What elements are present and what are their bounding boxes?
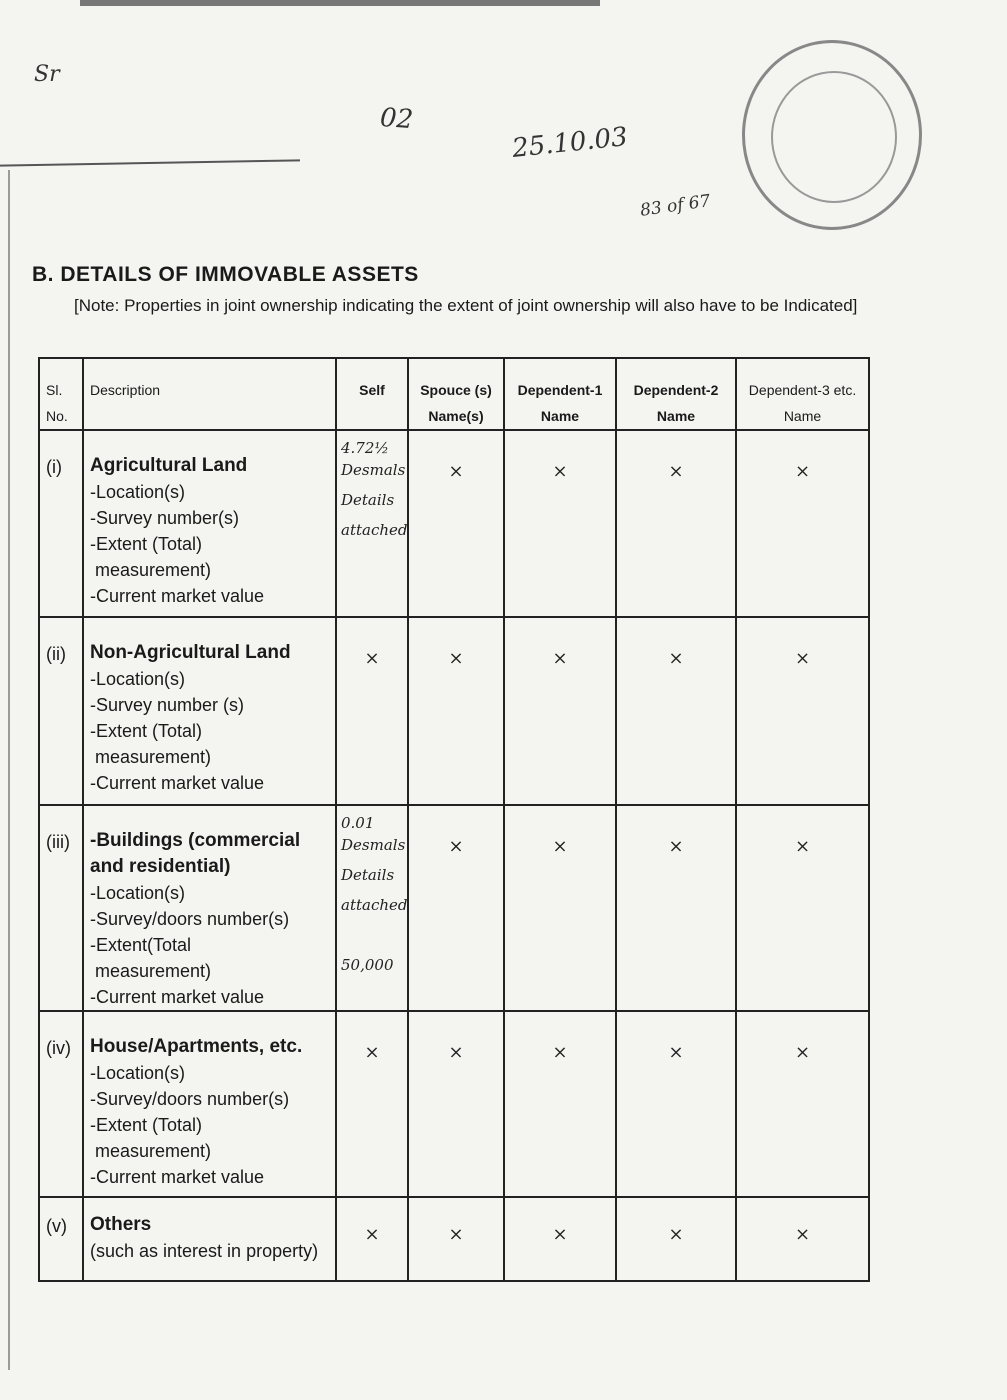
header-spouse: Spouce (s) Name(s)	[408, 358, 504, 430]
row-line: (such as interest in property)	[90, 1241, 319, 1261]
row-line: -Survey/doors number(s)	[90, 909, 290, 929]
handwritten-page-ref: 83 of 67	[638, 191, 712, 221]
handwritten-initials: Sr	[34, 62, 60, 87]
row-line: -Current market value	[90, 586, 265, 606]
self-value-line: attached	[341, 896, 408, 914]
row-line: -Location(s)	[90, 883, 186, 903]
section-heading: B. DETAILS OF IMMOVABLE ASSETS	[32, 263, 419, 286]
self-value-line: 50,000	[341, 956, 394, 974]
self-value	[336, 430, 408, 617]
self-value-line: 0.01	[341, 814, 375, 832]
spouse-value: ×	[408, 617, 504, 805]
self-value-line: 4.72½	[341, 439, 389, 457]
dependent-1-value: ×	[504, 617, 616, 805]
page-edge-line	[8, 170, 10, 1370]
row-line: measurement)	[95, 961, 212, 981]
row-line: -Survey number(s)	[90, 508, 240, 528]
row-line: -Current market value	[90, 773, 265, 793]
dependent-2-value: ×	[616, 805, 736, 1011]
dependent-2-value: ×	[616, 1011, 736, 1197]
top-edge-mark	[80, 0, 600, 6]
row-line: -Current market value	[90, 987, 265, 1007]
self-value-line: attached	[341, 521, 408, 539]
row-title: Agricultural Land	[90, 455, 248, 476]
self-value: ×	[336, 1011, 408, 1197]
row-line: -Survey number (s)	[90, 695, 245, 715]
row-line: -Extent (Total)	[90, 721, 203, 741]
spouse-value: ×	[408, 805, 504, 1011]
row-description	[83, 617, 336, 805]
dependent-2-value: ×	[616, 1197, 736, 1281]
spouse-value: ×	[408, 1197, 504, 1281]
dependent-3-value: ×	[736, 1197, 869, 1281]
dependent-2-value: ×	[616, 617, 736, 805]
self-value: ×	[336, 1197, 408, 1281]
table-row	[39, 617, 869, 805]
row-title: House/Apartments, etc.	[90, 1036, 303, 1057]
row-line: -Current market value	[90, 1167, 265, 1187]
dependent-3-value: ×	[736, 617, 869, 805]
header-self: Self	[336, 358, 408, 430]
row-sl: (iii)	[39, 805, 83, 1011]
row-title: Others	[90, 1214, 152, 1235]
dependent-1-value: ×	[504, 1011, 616, 1197]
row-title: Non-Agricultural Land	[90, 642, 291, 663]
row-line: -Location(s)	[90, 482, 186, 502]
row-line: -Location(s)	[90, 1063, 186, 1083]
self-value	[336, 805, 408, 1011]
self-value-line: Desmals	[341, 836, 406, 854]
dependent-1-value: ×	[504, 805, 616, 1011]
row-description	[83, 430, 336, 617]
row-title: -Buildings (commercial and residential)	[90, 830, 301, 877]
table-row	[39, 430, 869, 617]
notary-seal	[742, 40, 922, 230]
dependent-2-value: ×	[616, 430, 736, 617]
handwritten-number: 02	[378, 102, 415, 136]
row-description	[83, 1197, 336, 1281]
header-dependent-1: Dependent-1 Name	[504, 358, 616, 430]
spouse-value: ×	[408, 430, 504, 617]
top-rule-line	[0, 159, 300, 166]
row-sl: (v)	[39, 1197, 83, 1281]
header-dependent-3: Dependent-3 etc. Name	[736, 358, 869, 430]
self-value-line: Details	[341, 491, 395, 509]
notary-seal-inner-ring	[771, 71, 897, 203]
table-row	[39, 1011, 869, 1197]
self-value-line: Desmals	[341, 461, 406, 479]
immovable-assets-table	[38, 357, 870, 1282]
spouse-value: ×	[408, 1011, 504, 1197]
header-dependent-2: Dependent-2 Name	[616, 358, 736, 430]
header-description: Description	[83, 358, 336, 430]
row-description	[83, 1011, 336, 1197]
row-line: -Survey/doors number(s)	[90, 1089, 290, 1109]
row-sl: (ii)	[39, 617, 83, 805]
table-header-row	[39, 358, 869, 430]
dependent-1-value: ×	[504, 1197, 616, 1281]
self-value: ×	[336, 617, 408, 805]
dependent-3-value: ×	[736, 1011, 869, 1197]
row-line: measurement)	[95, 560, 212, 580]
row-line: measurement)	[95, 1141, 212, 1161]
row-line: -Extent (Total)	[90, 1115, 203, 1135]
table-row	[39, 1197, 869, 1281]
row-line: -Extent (Total)	[90, 534, 203, 554]
row-sl: (iv)	[39, 1011, 83, 1197]
dependent-3-value: ×	[736, 805, 869, 1011]
dependent-1-value: ×	[504, 430, 616, 617]
dependent-3-value: ×	[736, 430, 869, 617]
row-line: -Extent(Total	[90, 935, 192, 955]
row-sl: (i)	[39, 430, 83, 617]
handwritten-date: 25.10.03	[510, 122, 630, 164]
row-line: -Location(s)	[90, 669, 186, 689]
section-note: [Note: Properties in joint ownership indicating the extent of joint ownership will also have to be Indicated]	[74, 296, 858, 315]
header-sl-no: Sl. No.	[39, 358, 83, 430]
row-description	[83, 805, 336, 1011]
row-line: measurement)	[95, 747, 212, 767]
table-row	[39, 805, 869, 1011]
self-value-line: Details	[341, 866, 395, 884]
